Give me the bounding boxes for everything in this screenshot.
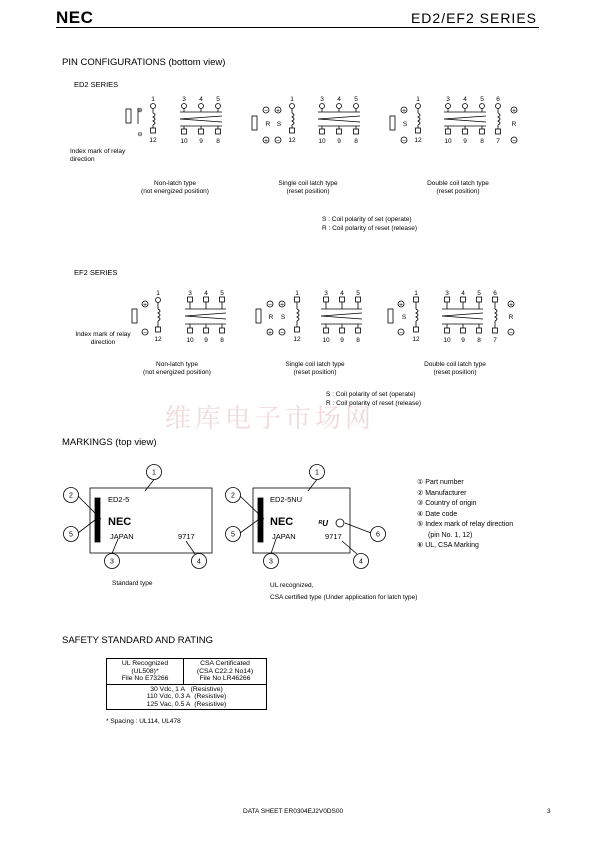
ul-line: (UL508)*: [131, 667, 159, 675]
ed2-single-caption: [253, 180, 363, 196]
legend-item: ⑥ UL, CSA Marking: [417, 542, 479, 549]
standard-date-code: 9717: [178, 532, 195, 541]
index-mark-ed2: [126, 109, 131, 123]
legend-item: ③ Country of origin: [417, 500, 477, 507]
pin-8-label: 8: [477, 337, 481, 344]
watermark: 维库电子市场网: [165, 404, 376, 434]
pin-10-label: 10: [322, 337, 330, 344]
csa-mark-icon: [336, 519, 344, 527]
rating-type: (Resistive): [194, 693, 227, 700]
pin-7-label: 7: [496, 138, 500, 145]
ul-part-number: ED2-5NU: [270, 495, 303, 504]
ul-mark-icon: ᴿU: [318, 519, 329, 528]
legend-item: (pin No. 1, 12): [428, 531, 473, 539]
svg-text:−: −: [509, 329, 513, 337]
standard-type-caption: Standard type: [112, 580, 153, 587]
rating-table-wrap: [106, 658, 267, 710]
callout-1: 1: [315, 469, 319, 477]
rating-value: 110 Vdc, 0.3 A: [146, 693, 191, 700]
nec-logo: NEC: [56, 8, 94, 27]
svg-text:+: +: [276, 107, 280, 115]
pin-10-label: 10: [318, 138, 326, 145]
pin-5-label: 5: [477, 290, 481, 297]
pin-5-label: 5: [480, 96, 484, 103]
pin-1-label: 1: [295, 290, 299, 297]
svg-text:+: +: [512, 107, 516, 115]
pin-3-label: 3: [320, 96, 324, 103]
ed2-polarity-notes: [322, 216, 417, 233]
note-s: S : Coil polarity of set (operate): [326, 391, 416, 398]
pin-8-label: 8: [220, 337, 224, 344]
series-title: ED2/EF2 SERIES: [410, 10, 537, 26]
pin-8-label: 8: [216, 138, 220, 145]
ef2-nonlatch-caption: [122, 361, 232, 377]
pin-12-label: 12: [293, 336, 301, 343]
ul-date-code: 9717: [325, 532, 342, 541]
pin-4-label: 4: [337, 96, 341, 103]
caption-line: UL recognized,: [270, 582, 314, 589]
svg-text:+: +: [268, 329, 272, 337]
caption-line: (reset position): [433, 369, 477, 376]
pin-12-label: 12: [149, 137, 157, 144]
r-label: R: [268, 314, 274, 321]
note-r: R : Coil polarity of reset (release): [326, 399, 422, 407]
ul-line: UL Recognized: [121, 660, 169, 667]
pin-10-label: 10: [443, 337, 451, 344]
svg-text:+: +: [280, 301, 284, 309]
callout-4: 4: [359, 558, 363, 566]
rating-row: [110, 693, 263, 701]
callout-3: 3: [269, 558, 273, 566]
pin-4-label: 4: [204, 290, 208, 297]
callout-3: 3: [110, 558, 114, 566]
pin-5-label: 5: [216, 96, 220, 103]
ratings-cell: [107, 684, 267, 710]
pin-9-label: 9: [463, 138, 467, 145]
ef2-double-caption: [400, 361, 510, 377]
caption-line: (reset position): [436, 188, 480, 195]
rating-type: (Resistive): [194, 700, 227, 708]
caption-line: Single coil latch type: [278, 180, 338, 187]
pin-1-label: 1: [290, 96, 294, 103]
rating-table: [106, 658, 267, 710]
svg-text:+: +: [402, 107, 406, 115]
pin-4-label: 4: [461, 290, 465, 297]
note-s: S : Coil polarity of set (operate): [322, 216, 412, 223]
s-label: S: [402, 121, 408, 128]
svg-text:−: −: [264, 107, 268, 115]
caption-line: Double coil latch type: [427, 180, 489, 187]
legend-item: ① Part number: [417, 479, 464, 486]
pin-3-label: 3: [182, 96, 186, 103]
ed2-index-mark-label: Index mark of relay direction: [70, 148, 126, 163]
caption-line: CSA certified type (Under application for latch type): [270, 594, 418, 601]
rating-row: [110, 701, 263, 709]
spacing-footnote: * Spacing : UL114, UL478: [106, 718, 181, 725]
datasheet-number: DATA SHEET ER0304EJ2V0DS00: [243, 808, 344, 815]
legend-item: ② Manufacturer: [417, 489, 467, 497]
s-label: S: [280, 314, 286, 321]
ul-country: JAPAN: [272, 532, 296, 541]
markings-title: MARKINGS (top view): [62, 437, 157, 448]
pin-9-label: 9: [461, 337, 465, 344]
standard-maker-logo: NEC: [108, 516, 132, 528]
pin-10-label: 10: [180, 138, 188, 145]
pin-1-label: 1: [151, 96, 155, 103]
pin-9-label: 9: [340, 337, 344, 344]
standard-part-number: ED2-5: [108, 495, 130, 504]
pin-3-label: 3: [445, 290, 449, 297]
r-label: R: [511, 121, 517, 128]
legend-item: ⑤ Index mark of relay direction: [417, 521, 514, 528]
callout-4: 4: [197, 558, 201, 566]
callout-5: 5: [69, 531, 73, 539]
svg-text:−: −: [268, 301, 272, 309]
rating-value: 125 Vac, 0.5 A: [146, 700, 191, 708]
caption-line: (not energized position): [141, 188, 209, 195]
svg-text:−: −: [143, 329, 147, 337]
ef2-series-title: EF2 SERIES: [74, 268, 118, 277]
pin-4-label: 4: [199, 96, 203, 103]
csa-cell: [184, 659, 267, 685]
pin-7-label: 7: [493, 337, 497, 344]
pin-3-label: 3: [324, 290, 328, 297]
pin-1-label: 1: [156, 290, 160, 297]
svg-text:−: −: [512, 137, 516, 145]
ef2-index-mark-label: Index mark of relay direction: [75, 331, 131, 346]
callout-1: 1: [152, 469, 156, 477]
pin-6-label: 6: [496, 96, 500, 103]
r-label: R: [508, 314, 514, 321]
csa-line: (CSA C22.2 No14): [196, 667, 254, 675]
pin-5-label: 5: [356, 290, 360, 297]
svg-text:⊕: ⊕: [137, 107, 143, 114]
ul-maker-logo: NEC: [270, 516, 294, 528]
csa-line: File No LR46266: [199, 675, 251, 682]
caption-line: Double coil latch type: [424, 361, 486, 368]
pin-10-label: 10: [186, 337, 194, 344]
pin-8-label: 8: [354, 138, 358, 145]
rating-row: [110, 686, 263, 694]
ul-cell: [107, 659, 184, 685]
pin-3-label: 3: [446, 96, 450, 103]
ul-line: File No E73266: [121, 675, 169, 682]
pin-5-label: 5: [354, 96, 358, 103]
standard-country: JAPAN: [110, 532, 134, 541]
pin-5-label: 5: [220, 290, 224, 297]
svg-text:−: −: [402, 137, 406, 145]
caption-line: Non-latch type: [156, 361, 198, 368]
safety-title: SAFETY STANDARD AND RATING: [62, 635, 213, 646]
pin-4-label: 4: [463, 96, 467, 103]
pin-12-label: 12: [412, 336, 420, 343]
pin-12-label: 12: [414, 137, 422, 144]
svg-text:−: −: [280, 329, 284, 337]
ed2-nonlatch-caption: [120, 180, 230, 196]
note-r: R : Coil polarity of reset (release): [322, 224, 418, 232]
rating-value: 30 Vdc, 1 A: [150, 685, 185, 693]
svg-text:⊖: ⊖: [137, 131, 143, 138]
rating-type: (Resistive): [190, 685, 223, 693]
caption-line: (reset position): [286, 188, 330, 195]
pin-6-label: 6: [493, 290, 497, 297]
svg-text:−: −: [276, 137, 280, 145]
svg-text:+: +: [143, 301, 147, 309]
callout-2: 2: [69, 492, 73, 500]
r-label: R: [265, 121, 271, 128]
s-label: S: [401, 314, 407, 321]
pin-12-label: 12: [154, 336, 162, 343]
ed2-series-title: ED2 SERIES: [74, 80, 119, 89]
caption-line: (reset position): [293, 369, 337, 376]
caption-line: Single coil latch type: [285, 361, 345, 368]
svg-text:+: +: [399, 301, 403, 309]
pin-8-label: 8: [356, 337, 360, 344]
pin-9-label: 9: [204, 337, 208, 344]
legend-item: ④ Date code: [417, 510, 458, 518]
pin-config-title: PIN CONFIGURATIONS (bottom view): [62, 57, 226, 68]
svg-text:−: −: [399, 329, 403, 337]
svg-text:+: +: [509, 301, 513, 309]
pin-1-label: 1: [416, 96, 420, 103]
callout-6: 6: [376, 531, 380, 539]
ed2-double-caption: [403, 180, 513, 196]
s-label: S: [276, 121, 282, 128]
ef2-single-caption: [260, 361, 370, 377]
pin-10-label: 10: [444, 138, 452, 145]
caption-line: (not energized position): [143, 369, 211, 376]
pin-8-label: 8: [480, 138, 484, 145]
pin-9-label: 9: [337, 138, 341, 145]
pin-1-label: 1: [414, 290, 418, 297]
svg-text:+: +: [264, 137, 268, 145]
page-number: 3: [547, 808, 551, 815]
callout-2: 2: [231, 492, 235, 500]
header-rule: [56, 27, 539, 28]
pin-12-label: 12: [288, 137, 296, 144]
caption-line: Non-latch type: [154, 180, 196, 187]
callout-5: 5: [231, 531, 235, 539]
pin-9-label: 9: [199, 138, 203, 145]
pin-4-label: 4: [340, 290, 344, 297]
ul-type-caption: [270, 580, 417, 604]
pin-3-label: 3: [188, 290, 192, 297]
csa-line: CSA Certificated: [200, 660, 250, 667]
markings-legend: [417, 478, 513, 552]
